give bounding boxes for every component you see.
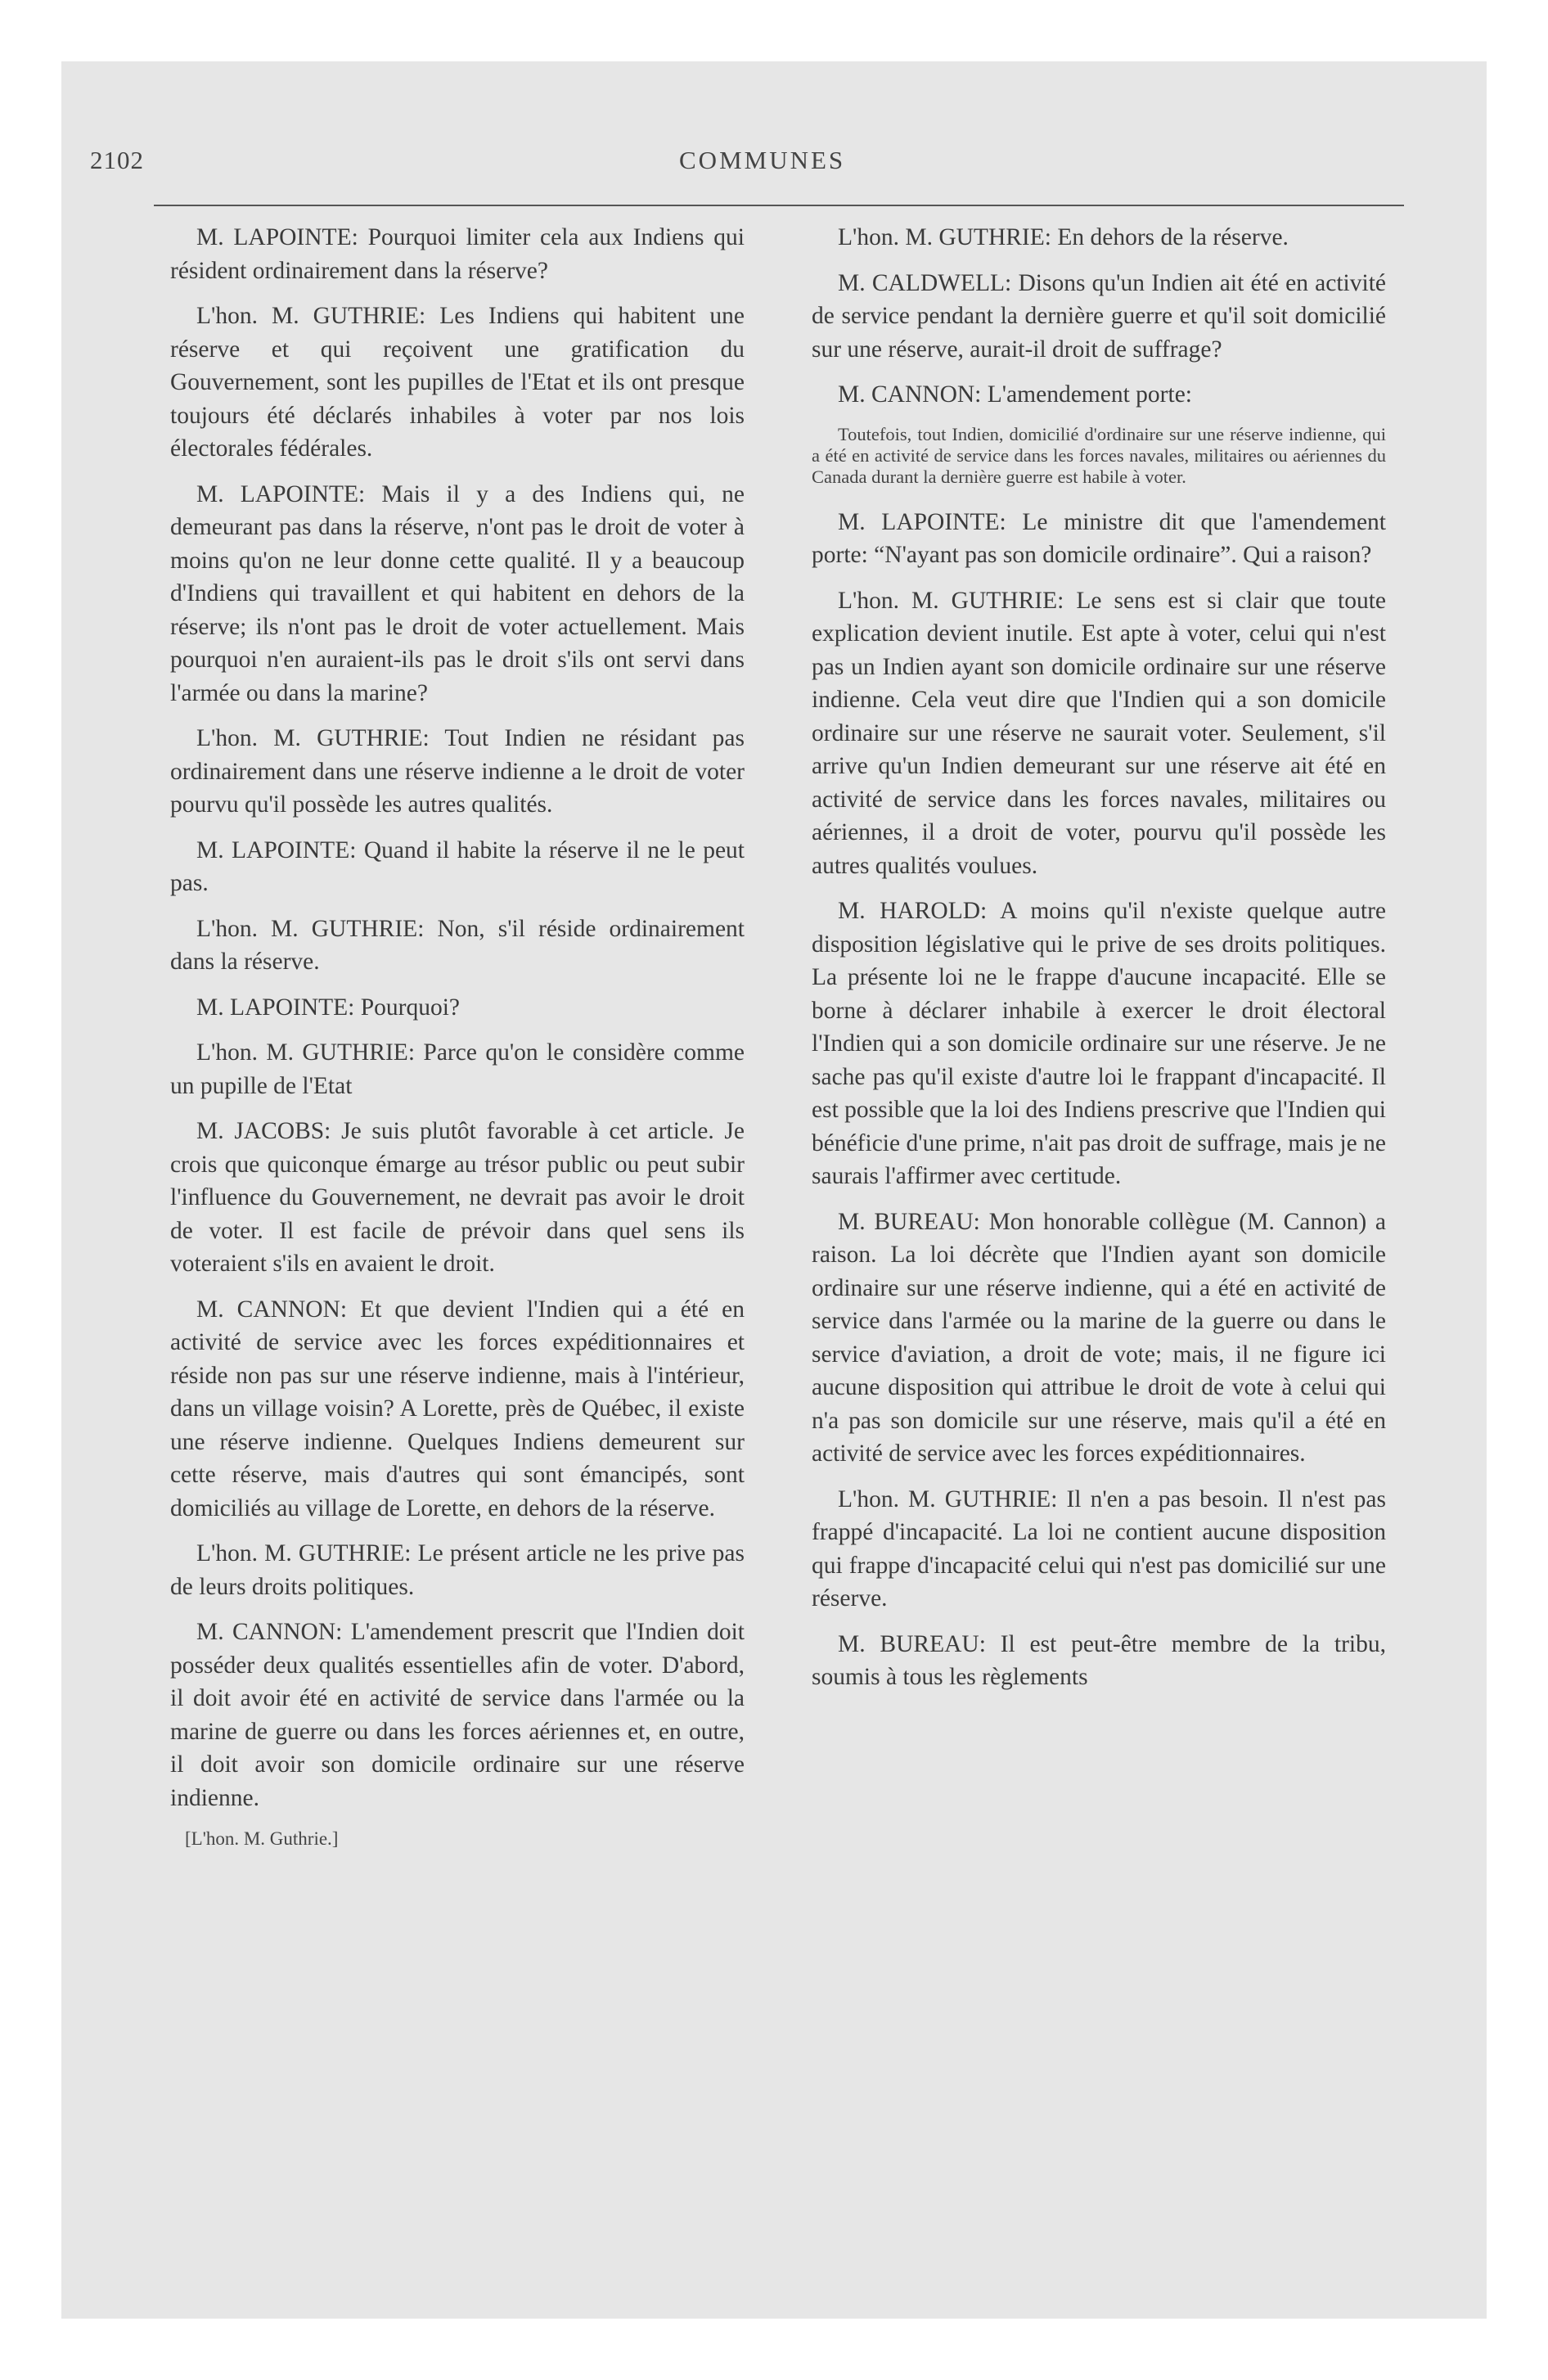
paragraph: L'hon. M. GUTHRIE: En dehors de la réserve. — [838, 224, 1289, 250]
left-column — [170, 221, 745, 1864]
page-header — [90, 146, 1399, 178]
amendment-quote: Toutefois, tout Indien, domicilié d'ordinaire sur une réserve indienne, qui a été en activité de service dans les forces navales, militaires ou aériennes du Canada durant la dernière guerre est habile à voter. — [812, 423, 1386, 487]
paragraph: M. LAPOINTE: Le ministre dit que l'amendement porte: “N'ayant pas son domicile ordinaire”. Qui a raison? — [812, 508, 1386, 568]
paragraph: M. LAPOINTE: Mais il y a des Indiens qui, ne demeurant pas dans la réserve, n'ont pas le droit de voter à moins qu'on ne leur donne cette qualité. Il y a beaucoup d'Indiens qui travaillent et qui habitent en dehors de la réserve; ils n'ont pas le droit de voter actuellement. Mais pourquoi n'en auraient-ils pas le droit s'ils ont servi dans l'armée ou dans la marine? — [170, 480, 745, 706]
paragraph: M. CANNON: L'amendement porte: — [838, 381, 1192, 408]
paragraph: M. BUREAU: Mon honorable collègue (M. Cannon) a raison. La loi décrète que l'Indien ayant son domicile ordinaire sur une réserve indienne, qui a été en activité de service dans l'armée ou la marine de la guerre ou dans le service d'aviation, a droit de vote; mais, il ne figure ici aucune disposition qui attribue le droit de vote à celui qui n'a pas son domicile sur une réserve, mais qu'il a été en activité de service avec les forces expéditionnaires. — [812, 1208, 1386, 1467]
paragraph: M. JACOBS: Je suis plutôt favorable à cet article. Je crois que quiconque émarge au trésor public ou peut subir l'influence du Gouvernement, ne devrait pas avoir le droit de voter. Il est facile de prévoir dans quel sens ils voteraient s'ils en avaient le droit. — [170, 1118, 745, 1277]
speaker-attribution: [L'hon. M. Guthrie.] — [185, 1828, 339, 1849]
header-rule — [154, 205, 1404, 206]
page-title: COMMUNES — [679, 146, 846, 174]
paragraph: M. LAPOINTE: Quand il habite la réserve il ne le peut pas. — [170, 836, 745, 896]
paragraph: L'hon. M. GUTHRIE: Le présent article ne les prive pas de leurs droits politiques. — [170, 1540, 745, 1600]
paragraph: L'hon. M. GUTHRIE: Non, s'il réside ordinairement dans la réserve. — [170, 915, 745, 975]
paragraph: M. BUREAU: Il est peut-être membre de la tribu, soumis à tous les règlements — [812, 1630, 1386, 1690]
paragraph: M. CANNON: L'amendement prescrit que l'Indien doit posséder deux qualités essentielles afin de voter. D'abord, il doit avoir été en activité de service dans l'armée ou la marine de guerre ou dans les forces aériennes et, en outre, il doit avoir son domicile ordinaire sur une réserve indienne. — [170, 1619, 745, 1811]
page-number: 2102 — [90, 146, 144, 174]
paragraph: M. LAPOINTE: Pourquoi? — [196, 994, 461, 1021]
paragraph: M. LAPOINTE: Pourquoi limiter cela aux Indiens qui résident ordinairement dans la réserve? — [170, 224, 745, 284]
paragraph: L'hon. M. GUTHRIE: Tout Indien ne résidant pas ordinairement dans une réserve indienne a le droit de voter pourvu qu'il possède les autres qualités. — [170, 725, 745, 818]
paragraph: L'hon. M. GUTHRIE: Les Indiens qui habitent une réserve et qui reçoivent une gratification du Gouvernement, sont les pupilles de l'Etat et ils ont presque toujours été déclarés inhabiles à voter par nos lois électorales fédérales. — [170, 303, 745, 462]
paragraph: M. CALDWELL: Disons qu'un Indien ait été en activité de service pendant la dernière guerre et qu'il soit domicilié sur une réserve, aurait-il droit de suffrage? — [812, 269, 1386, 363]
right-column — [812, 221, 1386, 1706]
paragraph: M. CANNON: Et que devient l'Indien qui a été en activité de service avec les forces expéditionnaires et réside non pas sur une réserve indienne, mais à l'intérieur, dans un village voisin? A Lorette, près de Québec, il existe une réserve indienne. Quelques Indiens demeurent sur cette réserve, mais d'autres qui sont émancipés, sont domiciliés au village de Lorette, en dehors de la réserve. — [170, 1296, 745, 1521]
paragraph: L'hon. M. GUTHRIE: Parce qu'on le considère comme un pupille de l'Etat — [170, 1039, 745, 1099]
paragraph: M. HAROLD: A moins qu'il n'existe quelque autre disposition législative qui le prive de ses droits politiques. La présente loi ne le frappe d'aucune incapacité. Elle se borne à déclarer inhabile à exercer le droit électoral l'Indien qui a son domicile ordinaire sur une réserve. Je ne sache pas qu'il existe d'autre loi le frappant d'incapacité. Il est possible que la loi des Indiens prescrive que l'Indien qui bénéficie d'une prime, n'ait pas droit de suffrage, mais je ne saurais l'affirmer avec certitude. — [812, 898, 1386, 1189]
paragraph: L'hon. M. GUTHRIE: Le sens est si clair que toute explication devient inutile. Est apte à voter, celui qui n'est pas un Indien ayant son domicile ordinaire sur une réserve indienne. Cela veut dire que l'Indien qui a son domicile ordinaire sur une réserve ne saurait voter. Seulement, s'il arrive qu'un Indien demeurant sur une réserve ait été en activité de service dans les forces navales, militaires ou aériennes, il a droit de voter, pourvu qu'il possède les autres qualités voulues. — [812, 587, 1386, 879]
paragraph: L'hon. M. GUTHRIE: Il n'en a pas besoin. Il n'est pas frappé d'incapacité. La loi ne contient aucune disposition qui frappe d'incapacité celui qui n'est pas domicilié sur une réserve. — [812, 1485, 1386, 1611]
